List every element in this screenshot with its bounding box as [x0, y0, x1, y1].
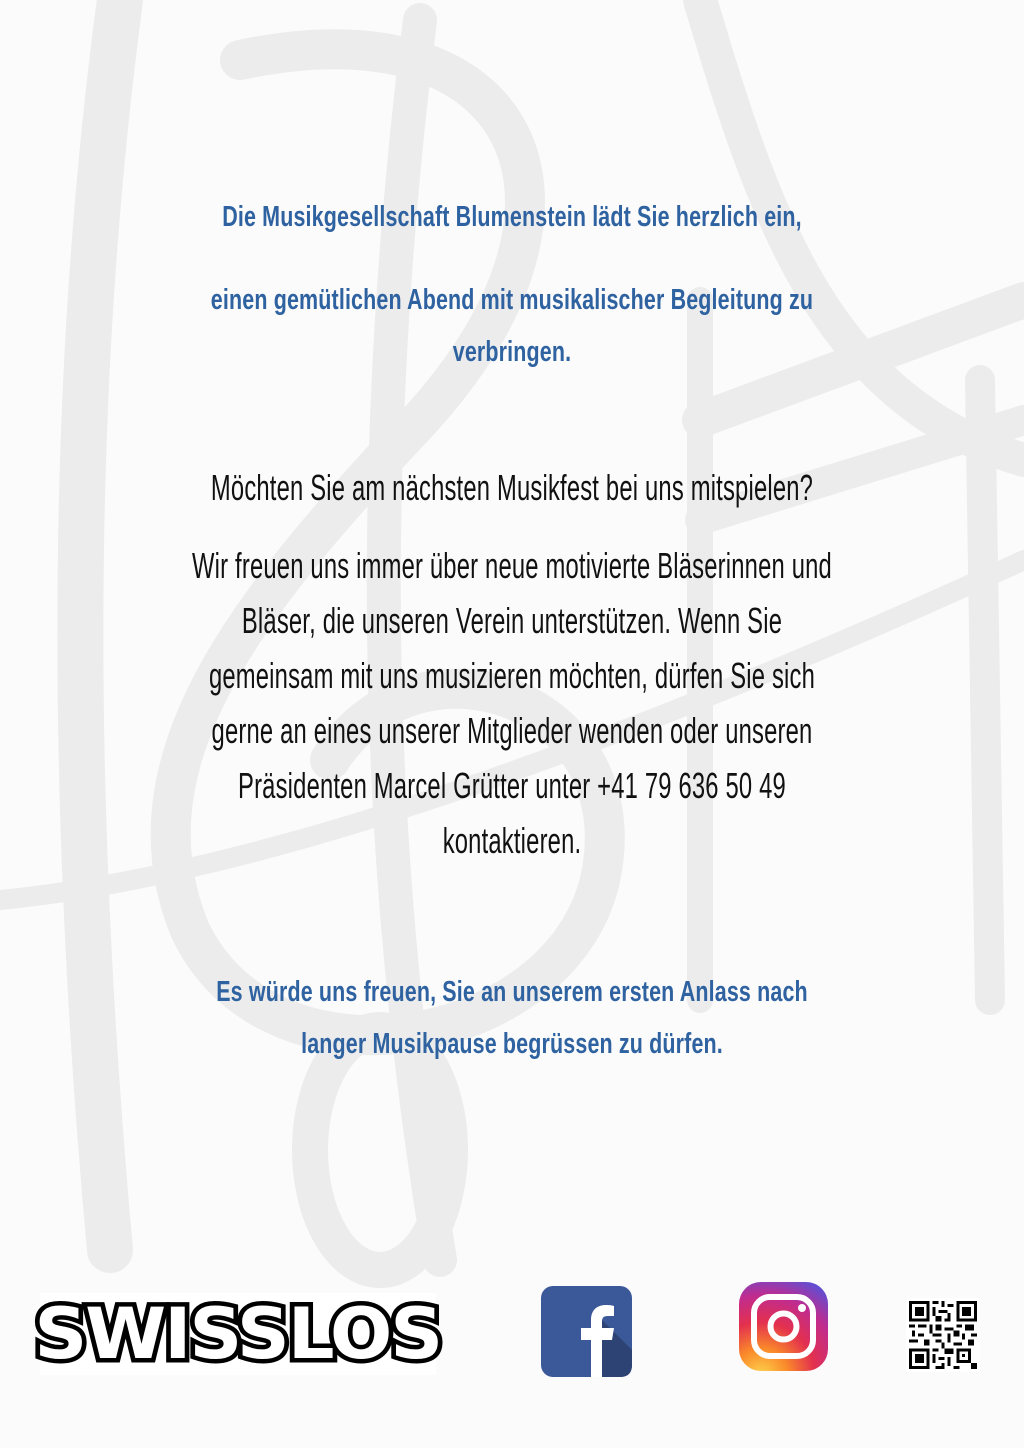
body-line: Bläser, die unseren Verein unterstützen. Wenn Sie	[241, 600, 783, 641]
facebook-icon[interactable]	[541, 1286, 632, 1377]
intro-subheading	[0, 274, 1024, 378]
qr-code-icon[interactable]	[906, 1298, 980, 1372]
body-paragraph	[0, 538, 1024, 868]
closing-line-1: Es würde uns freuen, Sie an unserem ersten Anlass nach	[216, 976, 808, 1008]
body-line: gemeinsam mit uns musizieren möchten, dürfen Sie sich	[208, 655, 816, 696]
intro-line-1: Die Musikgesellschaft Blumenstein lädt Sie herzlich ein,	[222, 201, 802, 233]
intro-heading	[0, 201, 1024, 234]
closing-message	[0, 966, 1024, 1070]
swisslos-logo-text: SWISSLOS	[34, 1293, 442, 1375]
intro-line-2: einen gemütlichen Abend mit musikalischer Begleitung zu	[210, 284, 814, 316]
body-line: Wir freuen uns immer über neue motivierte Bläserinnen und	[192, 545, 832, 586]
question-text: Möchten Sie am nächsten Musikfest bei uns mitspielen?	[210, 467, 814, 508]
question-heading	[0, 462, 1024, 514]
body-line: kontaktieren.	[442, 820, 582, 861]
body-line-contact: Präsidenten Marcel Grütter unter +41 79 636 50 49	[238, 765, 786, 806]
closing-line-2: langer Musikpause begrüssen zu dürfen.	[301, 1028, 723, 1060]
intro-line-3: verbringen.	[452, 336, 572, 368]
instagram-icon[interactable]	[739, 1282, 828, 1371]
swisslos-logo	[34, 1293, 442, 1375]
body-line: gerne an eines unserer Mitglieder wenden oder unseren	[211, 710, 813, 751]
